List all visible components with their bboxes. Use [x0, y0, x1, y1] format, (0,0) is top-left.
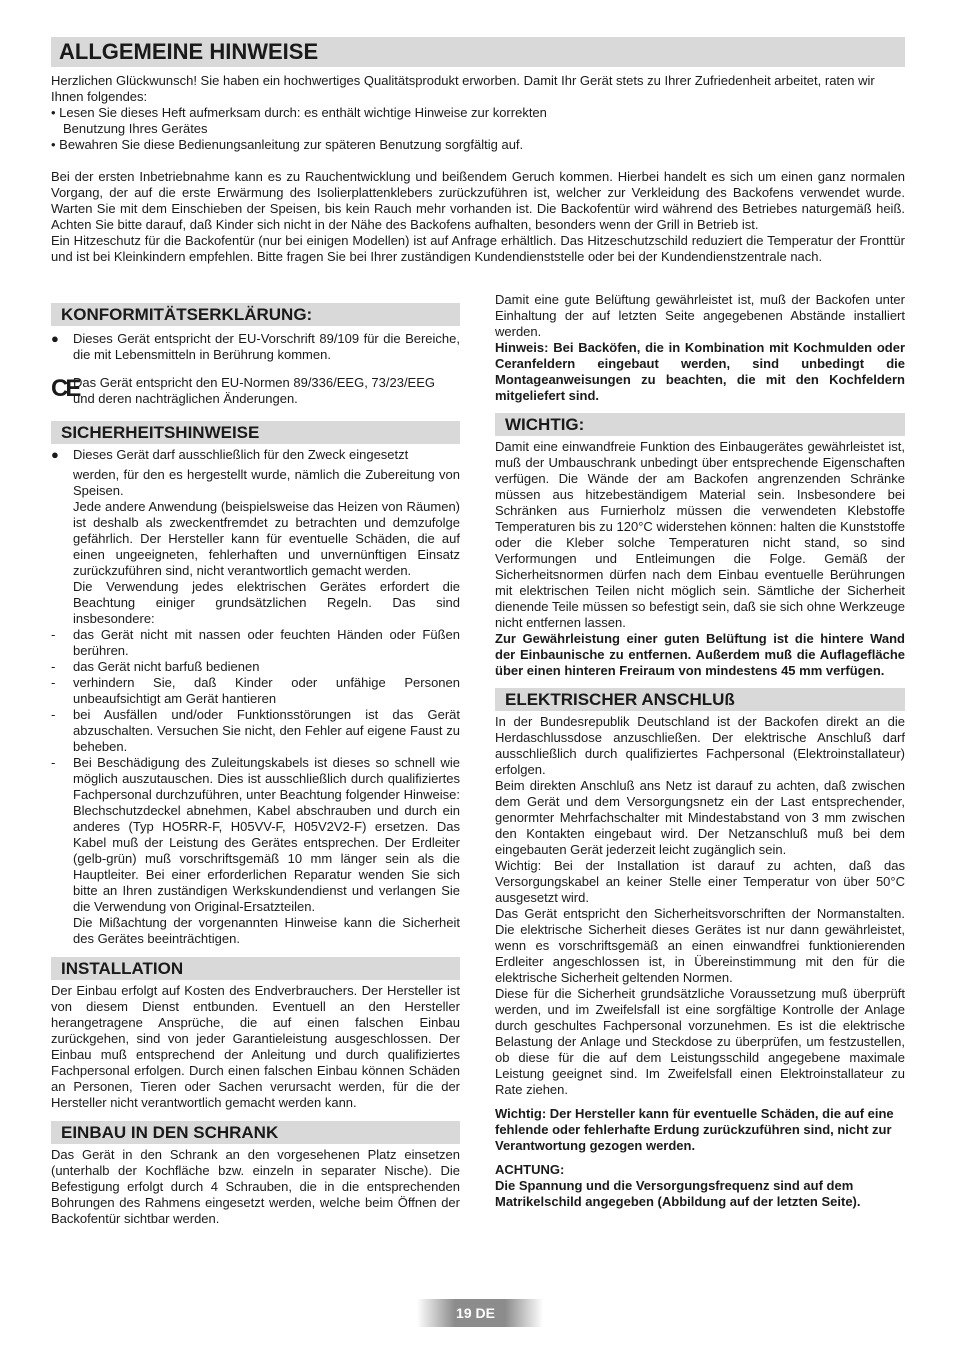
elektrisch-bold-text: Wichtig: Der Hersteller kann für eventuelle Schäden, die auf eine fehlende oder fehlerhafte Erdung zurückzuführen sind, nicht zur Verantwortung gezogen werden.	[495, 1106, 894, 1153]
elektrisch-bold-text: Die Spannung und die Versorgungsfrequenz sind auf dem Matrikelschild angegeben (Abbildung auf der letzten Seite).	[495, 1178, 861, 1209]
dash-text: bei Ausfällen und/oder Funktionsstörungen ist das Gerät abzuschalten. Versuchen Sie nicht, den Fehler auf eigene Faust zu beheben.	[73, 707, 460, 754]
dash-icon: -	[51, 659, 56, 674]
hinweis-text: Hinweis: Bei Backöfen, die in Kombination mit Kochmulden oder Ceranfeldern eingebaut werden, sind unbedingt die Montageanweisungen zu beachten, die mit den Kochfeldern mitgeliefert sind.	[495, 340, 905, 403]
intro-paragraph: Bei der ersten Inbetriebnahme kann es zu Rauchentwicklung und beißendem Geruch kommen. Hierbei handelt es sich um einen ganz normalen Vorgang, der auf die erste Erwärmung des Isolierplattenklebers zurückzuführen ist, welcher zur Verkleidung des Backofens verwendet wurde. Warten Sie mit dem Einschieben der Speisen, bis kein Rauch mehr vorhanden ist. Die Backofentür wird während des Betriebes naturgemäß heiß. Achten Sie bitte darauf, daß Kinder sich nicht in der Nähe des Backofens aufhalten, besonders wenn der Grill in Betrieb ist.	[51, 169, 905, 232]
intro-section	[51, 73, 905, 265]
page-number: 19 DE	[456, 1305, 495, 1321]
elektrisch-text: Beim direkten Anschluß ans Netz ist darauf zu achten, daß zwischen dem Gerät und dem Versorgungsnetz ein der Last entsprechender, genormter Mehrfachschalter mit Mindestabstand von 3 mm zwischen den Kontakten eingebaut wird. Der Netzanschluß muß bei dem eingebauten Gerät jederzeit leicht zugänglich sein.	[495, 778, 905, 857]
elektrisch-text: In der Bundesrepublik Deutschland ist der Backofen direkt an die Herdaschlussdose anzuschließen. Der elektrische Anschluß darf ausschließlich durch qualifiziertes Fachpersonal (Elektroinstallateur) erfolgen.	[495, 714, 905, 777]
sicherheit-dash-item	[51, 659, 460, 675]
sicherheit-dash-item	[51, 627, 460, 659]
einbau-text: Das Gerät in den Schrank an den vorgesehenen Platz einsetzen (unterhalb der Kochfläche bzw. einzeln in separater Nische). Die Befestigung erfolgt durch 4 Schrauben, die in die entsprechenden Bohrungen des Rahmens eingesetzt werden, welche beim Öffnen der Backofentür sichtbar werden.	[51, 1147, 460, 1226]
installation-text: Der Einbau erfolgt auf Kosten des Endverbrauchers. Der Hersteller ist von diesem Dienst entbunden. Eventuell an den Hersteller herangetragene Ansprüche, die auf einen falschen Einbau zurückgehen, sind von jeder Garantieleistung ausgeschlossen. Der Einbau muß entsprechend der Anleitung und durch qualifiziertes Fachpersonal erfolgen. Durch einen falschen Einbau können Schäden an Personen, Tieren oder Sachen verursacht werden, für die der Hersteller nicht verantwortlich gemacht werden kann.	[51, 983, 460, 1110]
heading-einbau: EINBAU IN DEN SCHRANK	[51, 1121, 460, 1144]
konformitaet-item	[51, 331, 460, 363]
page-title: ALLGEMEINE HINWEISE	[51, 37, 905, 67]
heading-elektrisch: ELEKTRISCHER ANSCHLUß	[495, 688, 905, 711]
dash-icon: -	[51, 755, 56, 770]
intro-paragraph: Ein Hitzeschutz für die Backofentür (nur bei einigen Modellen) ist auf Anfrage erhältlich. Das Hitzeschutzschild reduziert die Temperatur der Fronttür und ist bei Kleinkindern empfehlen. Bitte fragen Sie bei Ihrer zuständigen Kundendienststelle oder bei der Kundendienstzentrale nach.	[51, 233, 905, 264]
sicherheit-item	[51, 447, 460, 463]
dash-text: das Gerät nicht mit nassen oder feuchten Händen oder Füßen berühren.	[73, 627, 460, 658]
heading-installation: INSTALLATION	[51, 957, 460, 980]
elektrisch-text: Wichtig: Bei der Installation ist darauf zu achten, daß das Versorgungskabel an keiner Stelle einer Temperatur von über 50°C ausgesetzt wird.	[495, 858, 905, 905]
ce-mark-icon: CE	[51, 375, 79, 402]
wichtig-text: Damit eine einwandfreie Funktion des Einbaugerätes gewährleistet ist, muß der Umbauschrank unbedingt über entsprechende Eigenschaften verfügen. Die Wände der am Backofen angrenzenden Schränke müssen aus hitzebeständigem Material sein. Insbesondere bei Schränken aus Furnierholz müssen die verwendeten Klebstoffe Temperaturen bis zu 120°C widerstehen können: halten die Kunststoffe oder die Kleber solche Temperaturen nicht stand, so sind Verformungen und Entleimungen die Folge. Gemäß der Sicherheitsnormen dürfen nach dem Einbau eventuelle Berührungen mit elektrischen Teilen nicht möglich sein. Sämtliche der Sicherheit dienende Teile müssen so befestigt sein, daß sie sich ohne Werkzeuge nicht entfernen lassen.	[495, 439, 905, 630]
dash-text: das Gerät nicht barfuß bedienen	[73, 659, 260, 674]
sicherheit-paragraph: Jede andere Anwendung (beispielsweise das Heizen von Räumen) ist deshalb als zweckentfremdet zu betrachten und demzufolge gefährlich. Der Hersteller kann für eventuelle Schäden, die auf einen ungeeigneten, fehlerhaften und unvernünftigen Einsatz zurückzuführen sind, nicht verantwortlich gemacht werden.	[73, 499, 460, 578]
heading-sicherheit: SICHERHEITSHINWEISE	[51, 421, 460, 444]
ce-text: Das Gerät entspricht den EU-Normen 89/336/EEG, 73/23/EEG und deren nachträglichen Änderungen.	[73, 375, 436, 406]
elektrisch-text: Das Gerät entspricht den Sicherheitsvorschriften der Normanstalten. Die elektrische Sicherheit dieses Gerätes ist nur dann gewährleistet, wenn es vorschriftsgemäß an einen einwandfrei funktionierenden Erdleiter angeschlossen ist, in Übereinstimmung mit den für die elektrische Sicherheit geltenden Normen.	[495, 906, 905, 985]
konformitaet-text: Dieses Gerät entspricht der EU-Vorschrift 89/109 für die Bereiche, die mit Lebensmitteln in Berührung kommen.	[73, 331, 460, 362]
elektrisch-text: Diese für die Sicherheit grundsätzliche Voraussetzung muß überprüft werden, und im Zweifelsfall ist eine sorgfältige Kontrolle der Anlage durch geschultes Fachpersonal vorzunehmen. Es ist die elektrische Belastung der Anlage und Steckdose zu überprüfen, um festzustellen, ob diese für die auf dem Leistungsschild angegebene maximale Leistung geeignet sind. Im Zweifelsfall einen Elektroinstallateur zu Rate ziehen.	[495, 986, 905, 1097]
sicherheit-paragraph: Die Verwendung jedes elektrischen Gerätes erfordert die Beachtung einiger grundsätzlichen Regeln. Das sind insbesondere:	[73, 579, 460, 626]
intro-bullet: • Bewahren Sie diese Bedienungsanleitung zur späteren Benutzung sorgfältig auf.	[51, 137, 524, 152]
bullet-icon: ●	[51, 447, 59, 462]
dash-text: Bei Beschädigung des Zuleitungskabels ist dieses so schnell wie möglich auszutauschen. Dies ist ausschließlich durch qualifiziertes Fachpersonal durchzuführen, unter Beachtung folgender Hinweise: Blechschutzdeckel abnehmen, Kabel abschrauben und durch ein anderes (Typ HO5RR-F, H05VV-F, H05V2V2-F) ersetzen. Das Kabel muß der Leistung des Gerätes entsprechen. Der Erdleiter (gelb-grün) muß vorschriftsgemäß 10 mm länger sein als die Hauptleiter. Bei einer erforderlichen Reparatur wenden Sie sich bitte an Ihren zuständigen Werkskundendienst und verlangen Sie die Verwendung von Original-Ersatzteilen.	[73, 755, 460, 914]
dash-icon: -	[51, 707, 56, 722]
achtung-label: ACHTUNG:	[495, 1162, 565, 1177]
dash-icon: -	[51, 675, 56, 690]
sicherheit-paragraph: werden, für den es hergestellt wurde, nämlich die Zubereitung von Speisen.	[73, 467, 460, 498]
wichtig-bold-text: Zur Gewährleistung einer guten Belüftung ist die hintere Wand der Einbaunische zu entfernen. Außerdem muß die Auflagefläche über einen hinteren Freiraum von mindestens 45 mm verfügen.	[495, 631, 905, 678]
belueftung-text: Damit eine gute Belüftung gewährleistet ist, muß der Backofen unter Einhaltung der auf letzten Seite angegebenen Abstände installiert werden.	[495, 292, 905, 339]
dash-text: verhindern Sie, daß Kinder oder unfähige Personen unbeaufsichtigt am Gerät hantieren	[73, 675, 460, 706]
sicherheit-first-line: Dieses Gerät darf ausschließlich für den Zweck eingesetzt	[73, 447, 409, 462]
intro-paragraph: Herzlichen Glückwunsch! Sie haben ein hochwertiges Qualitätsprodukt erworben. Damit Ihr Gerät stets zu Ihrer Zufriedenheit arbeitet, raten wir Ihnen folgendes:	[51, 73, 875, 104]
heading-wichtig: WICHTIG:	[495, 413, 905, 436]
left-column	[51, 303, 460, 1227]
dash-icon: -	[51, 627, 56, 642]
right-column	[495, 292, 905, 1210]
intro-bullet: • Lesen Sie dieses Heft aufmerksam durch: es enthält wichtige Hinweise zur korrekten	[51, 105, 547, 120]
sicherheit-paragraph: Die Mißachtung der vorgenannten Hinweise kann die Sicherheit des Gerätes beeinträchtigen.	[73, 915, 460, 946]
heading-konformitaet: KONFORMITÄTSERKLÄRUNG:	[51, 303, 460, 326]
bullet-icon: ●	[51, 331, 59, 346]
intro-bullet-continued: Benutzung Ihres Gerätes	[63, 121, 208, 136]
sicherheit-dash-item	[51, 755, 460, 915]
ce-declaration	[51, 375, 460, 407]
sicherheit-dash-item	[51, 707, 460, 755]
sicherheit-dash-item	[51, 675, 460, 707]
